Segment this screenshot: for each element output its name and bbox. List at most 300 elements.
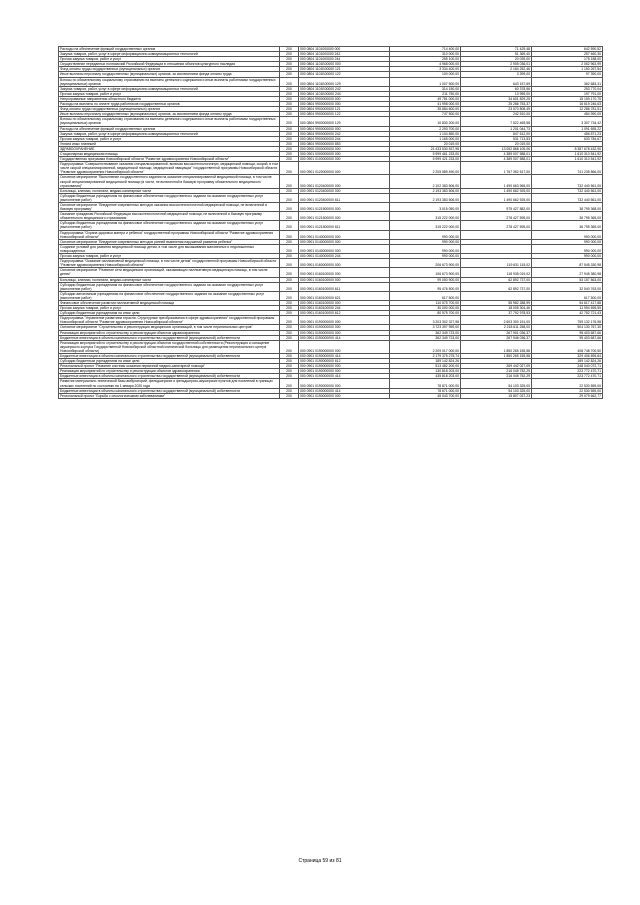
unexecuted-amount: 329 406 895,84 <box>532 354 603 359</box>
approved-amount: 310 000,00 <box>390 52 461 57</box>
unexecuted-amount: 732 440 561,00 <box>532 188 603 193</box>
table-row <box>59 112 603 117</box>
approved-amount: 3 723 397 959,00 <box>390 325 461 330</box>
row-name: Подпрограмма "Управление развитием отрасли. Структурные преобразования в сфере здравоохранения" государственной программы Новосибирской области "Развитие здравоохранения Новосибирской области" <box>59 316 280 325</box>
budget-classification-code: 000 0901 0190000000 414 <box>299 388 390 393</box>
unexecuted-amount: 1 091 655,22 <box>532 126 603 131</box>
budget-classification-code: 000 0804 1101Б00000 244 <box>299 91 390 96</box>
table-row <box>59 96 603 101</box>
executed-amount <box>461 244 532 253</box>
row-name: Бюджетные инвестиции в объекты капитального строительства государственной (муниципальной) собственности <box>59 335 280 340</box>
budget-classification-code: 000 0901 0190000000 414 <box>299 335 390 340</box>
row-code: 200 <box>280 141 299 146</box>
row-code: 200 <box>280 277 299 282</box>
row-name: Субсидии бюджетным учреждениям на финансовое обеспечение государственного задания на оказание государственных услуг (выполнение работ) <box>59 282 280 291</box>
unexecuted-amount: 617 500,00 <box>532 291 603 300</box>
unexecuted-amount: 11 994 695,55 <box>532 306 603 311</box>
approved-amount: 617 500,00 <box>390 291 461 300</box>
executed-amount: 1 850 265 155,58 <box>461 340 532 353</box>
unexecuted-amount: 175 188,00 <box>532 57 603 62</box>
table-row <box>59 52 603 57</box>
budget-classification-code: 000 0804 1101Б00000 000 <box>299 62 390 67</box>
row-name: Основное мероприятие "Внедрение современных методов оказания высокотехнологичной медицинской помощи, не включенной в базовую программу" <box>59 203 280 212</box>
row-name: Подпрограмма "Совершенствование оказания специализированной, включая высокотехнологичную, медицинской помощи, скорой, в том числе скорой специализированной, медицинской помощи, медицинской эвакуации" государственной программы Новосибирской области "Развитие здравоохранения Новосибирской области" <box>60 162 278 175</box>
table-row <box>59 117 603 126</box>
budget-classification-code: 000 0901 0160000000 000 <box>299 259 390 268</box>
unexecuted-amount: 29 079 662,77 <box>532 393 603 398</box>
unexecuted-amount: 253 770,04 <box>532 86 603 91</box>
executed-amount: 216 045 752,29 <box>461 374 532 379</box>
approved-amount: 45 043 700,00 <box>390 393 461 398</box>
table-row <box>59 244 603 253</box>
row-code: 200 <box>280 188 299 193</box>
budget-classification-code: 000 0901 0120400000 611 <box>299 193 390 202</box>
table-row <box>59 364 603 369</box>
unexecuted-amount: 2 062 963,99 <box>532 62 603 67</box>
table-body <box>59 47 603 399</box>
executed-amount: 20 039,00 <box>461 57 532 62</box>
approved-amount: 20 019,00 <box>390 141 461 146</box>
budget-classification-code: 000 0901 0160100000 000 <box>299 277 390 282</box>
row-code: 200 <box>280 96 299 101</box>
row-name: Взносы по обязательному социальному страхованию на выплаты денежного содержания и иные выплаты работникам государственных (муниципальных) органов <box>59 77 280 86</box>
executed-amount: 1 767 352 517,00 <box>461 162 532 175</box>
approved-amount: 1 165 000,00 <box>390 136 461 141</box>
row-code: 200 <box>280 107 299 112</box>
row-name: Субсидии бюджетным учреждениям на финансовое обеспечение государственного задания на оказание государственных услуг (выполнение работ) <box>59 221 280 230</box>
row-code: 200 <box>280 102 299 107</box>
row-name: Фонд оплаты труда государственных (муниципальных) органов <box>59 67 280 72</box>
row-code: 200 <box>280 379 299 388</box>
row-name: Реализация мероприятий по строительству и реконструкции объектов здравоохранения <box>59 369 280 374</box>
row-name: Субсидии бюджетным учреждениям на иные цели <box>59 311 280 316</box>
row-name: Прочая закупка товаров, работ и услуг <box>59 254 280 259</box>
budget-classification-code: 000 0804 1101Б00000 121 <box>299 67 390 72</box>
executed-amount <box>461 291 532 300</box>
table-row <box>59 77 603 86</box>
executed-amount: 71 429,48 <box>461 47 532 52</box>
row-code: 200 <box>280 340 299 353</box>
table-row <box>59 388 603 393</box>
unexecuted-amount: 362 683,31 <box>532 77 603 86</box>
unexecuted-amount: 732 440 561,00 <box>532 193 603 202</box>
approved-amount: 35 884 600,00 <box>390 107 461 112</box>
unexecuted-amount: 36 795 365,00 <box>532 221 603 230</box>
executed-amount: 278 427 595,00 <box>461 212 532 221</box>
table-row <box>59 157 603 162</box>
budget-classification-code: 000 0901 0190000000 000 <box>299 340 390 353</box>
executed-amount: 13 959,00 <box>461 91 532 96</box>
approved-amount: 1 007 500,00 <box>390 77 461 86</box>
executed-amount: 2 184 252,46 <box>461 67 532 72</box>
table-row <box>59 340 603 353</box>
unexecuted-amount: 15 159 170,75 <box>532 96 603 101</box>
unexecuted-amount: 504 130 767,30 <box>532 325 603 330</box>
table-row <box>59 282 603 291</box>
approved-amount: 10 830 200,00 <box>390 117 461 126</box>
executed-amount: 18 005 304,46 <box>461 306 532 311</box>
budget-classification-code: 000 0901 0160100000 244 <box>299 306 390 311</box>
executed-amount: 1 490 662 925,00 <box>461 188 532 193</box>
row-code: 200 <box>280 330 299 335</box>
approved-amount: 5 999 461 233,00 <box>390 151 461 156</box>
budget-classification-code: 000 0901 0160100000 611 <box>299 282 390 291</box>
table-row <box>59 193 603 202</box>
unexecuted-amount: 36 795 365,00 <box>532 212 603 221</box>
budget-classification-code: 000 0901 0190000000 000 <box>299 316 390 325</box>
table-row <box>59 330 603 335</box>
approved-amount: 2 102 383 506,00 <box>390 175 461 188</box>
row-name: Осуществление переданных полномочий Российской Федерации в отношении объектов культурного наследия <box>59 62 280 67</box>
row-code: 200 <box>280 62 299 67</box>
row-name: Прочая закупка товаров, работ и услуг <box>59 57 280 62</box>
executed-amount: 1 201 044,73 <box>461 126 532 131</box>
row-code: 200 <box>280 193 299 202</box>
budget-classification-code: 000 0901 0190000000 414 <box>299 354 390 359</box>
unexecuted-amount: 38 795 368,00 <box>532 203 603 212</box>
executed-amount: 278 427 595,00 <box>461 221 532 230</box>
budget-classification-code: 000 0804 9900000000 244 <box>299 136 390 141</box>
table-row <box>59 162 603 175</box>
approved-amount: 2 209 017 000,00 <box>390 340 461 353</box>
table-row <box>59 259 603 268</box>
executed-amount: 13 052 868 105,06 <box>461 146 532 151</box>
row-code: 200 <box>280 175 299 188</box>
executed-amount: 4 389 007 588,01 <box>461 151 532 156</box>
approved-amount: 30 000 000,00 <box>390 306 461 311</box>
row-name: Больницы, клиники, госпитали, медико-санитарные части <box>59 188 280 193</box>
budget-classification-code: 000 0901 0100000000 000 <box>299 157 390 162</box>
executed-amount: 25 286 753,37 <box>461 102 532 107</box>
table-row <box>59 47 603 52</box>
row-name: Закупка товаров, работ, услуг в сфере информационно-коммуникационных технологий <box>59 52 280 57</box>
row-name: Субсидии автономным учреждениям на финансовое обеспечение государственного задания на оказание государственных услуг (выполнение работ) <box>59 291 280 300</box>
approved-amount: 78 671 000,00 <box>390 388 461 393</box>
unexecuted-amount: 990 000,00 <box>532 230 603 239</box>
budget-classification-code: 000 0901 0120400000 000 <box>299 175 390 188</box>
budget-classification-code: 000 0900 0000000000 000 <box>299 146 390 151</box>
approved-amount: 110 575 700,00 <box>390 300 461 305</box>
budget-table-page <box>58 46 601 399</box>
table-row <box>59 102 603 107</box>
executed-amount: 119 631 115,02 <box>461 259 532 268</box>
unexecuted-amount: 257 460,30 <box>532 52 603 57</box>
table-row <box>59 325 603 330</box>
executed-amount: 2 603 300 151,00 <box>461 316 532 325</box>
budget-classification-code: 000 0901 0160100000 621 <box>299 291 390 300</box>
row-name: Бюджетные инвестиции в объекты капитального строительства государственной (муниципальной) собственности <box>59 374 280 379</box>
executed-amount: 54 103 325,00 <box>461 379 532 388</box>
row-code: 200 <box>280 157 299 162</box>
budget-classification-code: 000 0901 0121500000 000 <box>299 212 390 221</box>
row-name: Расходы на обеспечение функций государственных органов <box>59 47 280 52</box>
budget-classification-code: 000 0901 0160100000 000 <box>299 268 390 277</box>
table-row <box>59 393 603 398</box>
row-code: 200 <box>280 311 299 316</box>
budget-classification-code: 000 0901 0190000000 000 <box>299 325 390 330</box>
executed-amount: 267 946 036,37 <box>461 335 532 340</box>
row-code: 200 <box>280 393 299 398</box>
executed-amount: 51 369,40 <box>461 52 532 57</box>
approved-amount: 100 000,00 <box>390 72 461 77</box>
table-row <box>59 316 603 325</box>
executed-amount: 847 612,00 <box>461 131 532 136</box>
unexecuted-amount: 95 403 687,66 <box>532 330 603 335</box>
approved-amount: 2 193 383 506,00 <box>390 193 461 202</box>
row-code: 200 <box>280 254 299 259</box>
unexecuted-amount: 633 784,67 <box>532 136 603 141</box>
row-code: 200 <box>280 300 299 305</box>
executed-amount: 1 850 265 155,58 <box>461 354 532 359</box>
row-code: 200 <box>280 67 299 72</box>
executed-amount: 267 901 036,37 <box>461 330 532 335</box>
row-name: Создание условий для развития медицинской помощи детям, в том числе для выхаживания маловесных и недоношенных новорожденных <box>59 244 280 253</box>
executed-amount: 62 892 737,00 <box>461 282 532 291</box>
row-name: Непрограммные направления областного бюджета <box>59 96 280 101</box>
row-code: 200 <box>280 374 299 379</box>
budget-classification-code: 000 0901 0160100000 000 <box>299 300 390 305</box>
unexecuted-amount: 990 000,00 <box>532 239 603 244</box>
unexecuted-amount: 97 390,00 <box>532 72 603 77</box>
row-code: 200 <box>280 117 299 126</box>
approved-amount: 189 142 824,26 <box>390 359 461 364</box>
table-row <box>59 126 603 131</box>
row-code: 200 <box>280 57 299 62</box>
approved-amount: 2 193 383 506,00 <box>390 188 461 193</box>
approved-amount: 99 050 900,00 <box>390 277 461 282</box>
approved-amount: 3 015 050,00 <box>390 203 461 212</box>
table-row <box>59 175 603 188</box>
row-code: 200 <box>280 306 299 311</box>
approved-amount: 106 673 900,00 <box>390 268 461 277</box>
approved-amount: 990 000,00 <box>390 254 461 259</box>
unexecuted-amount: 642 590,52 <box>532 47 603 52</box>
row-code: 200 <box>280 354 299 359</box>
executed-amount: 1 490 663 965,00 <box>461 175 532 188</box>
unexecuted-amount: 1 150 267,54 <box>532 67 603 72</box>
unexecuted-amount: 990 000,00 <box>532 254 603 259</box>
row-code: 200 <box>280 388 299 393</box>
approved-amount: 362 349 723,00 <box>390 335 461 340</box>
row-name: Иные выплаты персоналу государственных (муниципальных) органов, за исключением фонда оплаты труда <box>59 72 280 77</box>
row-name: Иные выплаты персоналу государственных (муниципальных) органов, за исключением фонда оплаты труда <box>59 112 280 117</box>
executed-amount: 1 490 662 925,00 <box>461 193 532 202</box>
approved-amount: 49 781 000,00 <box>390 96 461 101</box>
unexecuted-amount: 732 440 561,00 <box>532 175 603 188</box>
executed-amount: 2 218 611 258,00 <box>461 325 532 330</box>
approved-amount: 80 575 700,00 <box>390 311 461 316</box>
page-number: Страница 59 из 81 <box>298 858 342 864</box>
budget-classification-code: 000 0804 9900000000 000 <box>299 102 390 107</box>
unexecuted-amount: 759 132 176,98 <box>532 316 603 325</box>
unexecuted-amount: 248 040 072,71 <box>532 364 603 369</box>
approved-amount: 714 400,00 <box>390 47 461 52</box>
budget-classification-code: 000 0804 1101Б00000 242 <box>299 86 390 91</box>
row-code: 200 <box>280 72 299 77</box>
row-code: 200 <box>280 230 299 239</box>
unexecuted-amount: 223 772 470,71 <box>532 369 603 374</box>
row-name: Подпрограмма "Охрана здоровья матери и ребенка" государственной программы Новосибирской области "Развитие здравоохранения Новосибирской области" <box>59 230 280 239</box>
table-row <box>59 300 603 305</box>
budget-classification-code: 000 0804 9900000000 000 <box>299 126 390 131</box>
row-code: 200 <box>280 239 299 244</box>
unexecuted-amount: 27 945 380,98 <box>532 268 603 277</box>
table-row <box>59 86 603 91</box>
row-name: Прочая закупка товаров, работ и услуг <box>59 306 280 311</box>
table-row <box>59 203 603 212</box>
approved-amount: 362 349 723,00 <box>390 330 461 335</box>
row-name: Основное мероприятие "Развитие сети медицинских организаций, оказывающих паллиативную медицинскую помощь, в том числе детям" <box>59 268 280 277</box>
table-row <box>59 379 603 388</box>
unexecuted-amount: 223 772 470,71 <box>532 374 603 379</box>
table-row <box>59 72 603 77</box>
unexecuted-amount: 54 617 417,88 <box>532 300 603 305</box>
budget-classification-code: 000 0804 9900000000 121 <box>299 107 390 112</box>
unexecuted-amount: 197 791,00 <box>532 91 603 96</box>
unexecuted-amount: 456 871,23 <box>532 131 603 136</box>
page-footer <box>0 858 640 864</box>
row-name: Основное мероприятие "Внедрение современных методов ранней выявления нарушений развития ребенка" <box>59 239 280 244</box>
approved-amount: 2 293 700,00 <box>390 126 461 131</box>
row-name: Расходы на выплаты по оплате труда работников государственных органов <box>59 102 280 107</box>
row-code: 200 <box>280 325 299 330</box>
row-name: Субсидии бюджетным учреждениям на иные цели <box>59 359 280 364</box>
row-code: 200 <box>280 335 299 340</box>
row-code: 200 <box>280 77 299 86</box>
row-name: Больницы, клиники, госпитали, медико-санитарные части <box>59 277 280 282</box>
budget-classification-code: 000 0804 1101Б00000 122 <box>299 72 390 77</box>
unexecuted-amount: 53 157 863,00 <box>532 277 603 282</box>
budget-classification-code: 000 0804 1101Б00000 129 <box>299 77 390 86</box>
unexecuted-amount: 12 286 781,51 <box>532 107 603 112</box>
table-row <box>59 131 603 136</box>
unexecuted-amount: 741 235 866,00 <box>532 162 603 175</box>
budget-classification-code: 000 0804 9900000000 129 <box>299 117 390 126</box>
budget-classification-code: 000 0901 0190000000 612 <box>299 359 390 364</box>
row-name: Региональный проект "Борьба с онкологическими заболеваниями" <box>59 393 280 398</box>
unexecuted-amount: 484 990,00 <box>532 112 603 117</box>
executed-amount: 62 892 737,00 <box>461 277 532 282</box>
executed-amount: 2 905 036,01 <box>461 62 532 67</box>
unexecuted-amount: 16 619 246,63 <box>532 102 603 107</box>
approved-amount: 95 476 500,00 <box>390 282 461 291</box>
table-row <box>59 221 603 230</box>
row-name: Бюджетные инвестиции в объекты капитального строительства государственной (муниципальной) собственности <box>59 354 280 359</box>
budget-classification-code: 000 0901 0190000000 000 <box>299 379 390 388</box>
row-name: Прочая закупка товаров, работ и услуг <box>59 136 280 141</box>
table-row <box>59 268 603 277</box>
executed-amount: 20 019,00 <box>461 141 532 146</box>
executed-amount: 3 399,00 <box>461 72 532 77</box>
table-row <box>59 212 603 221</box>
row-name: Прочая закупка товаров, работ и услуг <box>59 91 280 96</box>
approved-amount: 315 222 000,00 <box>390 221 461 230</box>
executed-amount <box>461 230 532 239</box>
row-name: Подпрограмма "Оказание паллиативной медицинской помощи, в том числе детям" государственной программы Новосибирской области "Развитие здравоохранения Новосибирской области" <box>59 259 280 268</box>
unexecuted-amount: 42 782 721,43 <box>532 311 603 316</box>
unexecuted-amount: 32 540 763,00 <box>532 282 603 291</box>
row-code: 200 <box>280 259 299 268</box>
approved-amount: 990 000,00 <box>390 244 461 253</box>
budget-classification-code: 000 0901 0140000000 000 <box>299 230 390 239</box>
executed-amount: 15 807 037,23 <box>461 393 532 398</box>
budget-classification-code: 000 0804 9900000000 122 <box>299 112 390 117</box>
unexecuted-amount: 189 142 824,26 <box>532 359 603 364</box>
executed-amount: 118 935 019,02 <box>461 268 532 277</box>
row-code: 200 <box>280 136 299 141</box>
budget-classification-code: 000 0901 0121500000 000 <box>299 203 390 212</box>
budget-classification-code: 000 0804 1101000000 244 <box>299 57 390 62</box>
approved-amount: 990 000,00 <box>390 239 461 244</box>
executed-amount: 34 601 829,25 <box>461 96 532 101</box>
row-code: 200 <box>280 151 299 156</box>
budget-classification-code: 000 0804 9900000000 853 <box>299 141 390 146</box>
approved-amount: 21 433 530 537,98 <box>390 146 461 151</box>
approved-amount: 2 179 375 275,74 <box>390 354 461 359</box>
table-row <box>59 369 603 374</box>
unexecuted-amount: 95 403 687,66 <box>532 335 603 340</box>
row-name: Реализация мероприятий по строительству и реконструкции объектов здравоохранения <box>59 330 280 335</box>
budget-execution-table <box>58 46 603 399</box>
budget-classification-code: 000 0804 9900000000 242 <box>299 131 390 136</box>
row-name: Реализация мероприятий по строительству и реконструкции объектов государственной собственности (Реконструкция и оснащение акушерского корпуса Государственной Новосибирской областной клинической больницы для размещения перинатального центра Новосибирской области) <box>59 340 280 353</box>
row-name: ЗДРАВООХРАНЕНИЕ <box>59 146 280 151</box>
approved-amount: 314 150,00 <box>390 86 461 91</box>
budget-classification-code: 000 0901 0140000000 000 <box>299 244 390 253</box>
budget-classification-code: 000 0804 1101000000 242 <box>299 52 390 57</box>
row-name: Стационарная медицинская помощь <box>59 151 280 156</box>
row-code: 200 <box>280 162 299 175</box>
executed-amount: 643 157,69 <box>461 77 532 86</box>
executed-amount: 23 570 808,49 <box>461 107 532 112</box>
executed-amount: 54 103 325,00 <box>461 388 532 393</box>
budget-classification-code: 000 0901 0190000000 414 <box>299 374 390 379</box>
budget-classification-code: 000 0804 9900000000 000 <box>299 96 390 101</box>
row-name: Фонд оплаты труда государственных (муниципальных) органов <box>59 107 280 112</box>
unexecuted-amount: 8 387 678 432,90 <box>532 146 603 151</box>
row-code: 200 <box>280 126 299 131</box>
table-row <box>59 335 603 340</box>
budget-classification-code: 000 0901 0190000000 000 <box>299 364 390 369</box>
table-row <box>59 62 603 67</box>
executed-amount: 7 522 465,58 <box>461 117 532 126</box>
row-code: 200 <box>280 112 299 117</box>
unexecuted-amount: 990 000,00 <box>532 244 603 253</box>
row-code: 200 <box>280 131 299 136</box>
approved-amount: 3 203 302 327,98 <box>390 316 461 325</box>
row-code: 200 <box>280 146 299 151</box>
row-code: 200 <box>280 91 299 96</box>
unexecuted-amount: 87 545 330,98 <box>532 259 603 268</box>
table-row <box>59 230 603 239</box>
approved-amount: 206 673 900,00 <box>390 259 461 268</box>
row-name: Субсидии бюджетным учреждениям на финансовое обеспечение государственного задания на оказание государственных услуг (выполнение работ) <box>59 193 280 202</box>
unexecuted-amount: 22 530 559,00 <box>532 379 603 388</box>
table-row <box>59 67 603 72</box>
table-row <box>59 107 603 112</box>
row-name: Закупка товаров, работ, услуг в сфере информационно-коммуникационных технологий <box>59 131 280 136</box>
row-name: Бюджетные инвестиции в объекты капитального строительства государственной (муниципальной) собственности <box>59 388 280 393</box>
budget-classification-code: 000 0901 0121500000 611 <box>299 221 390 230</box>
row-name: Финансовое обеспечение развития паллиативной медицинской помощи <box>59 300 280 305</box>
approved-amount: 435 818 203,00 <box>390 374 461 379</box>
budget-classification-code: 000 0901 0160100000 612 <box>299 311 390 316</box>
unexecuted-amount: 3 307 734,42 <box>532 117 603 126</box>
row-code: 200 <box>280 212 299 221</box>
table-row <box>59 291 603 300</box>
table-row <box>59 277 603 282</box>
approved-amount: 990 000,00 <box>390 230 461 239</box>
